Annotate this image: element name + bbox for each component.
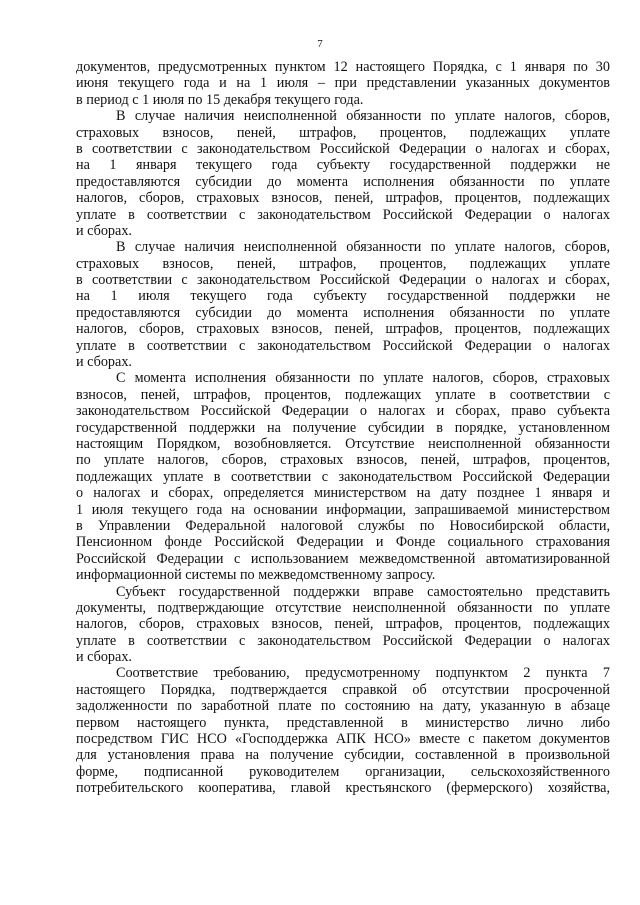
text-line: предоставляются субсидии до момента исполнения обязанности по уплате [76,304,610,321]
paragraph-first-line: С момента исполнения обязанности по уплате налогов, сборов, страховых [116,370,610,387]
text-line: задолженности по заработной плате по состоянию на дату, указанную в абзаце [76,698,610,715]
page-number: 7 [317,38,323,50]
text-line: и сборах. [76,649,132,666]
text-line: законодательством Российской Федерации о налогах и сборах, право субъекта [76,403,610,420]
text-line: взносов, пеней, штрафов, процентов, подлежащих уплате в соответствии с [76,386,610,403]
text-line: в период с 1 июля по 15 декабря текущего года. [76,91,364,108]
paragraph-first-line: Субъект государственной поддержки вправе самостоятельно представить [116,583,610,600]
text-line: форме, подписанной руководителем организации, сельскохозяйственного [76,763,610,780]
text-line: на 1 июля текущего года субъекту государственной поддержки не [76,288,610,305]
text-line: в Управлении Федеральной налоговой службы по Новосибирской области, [76,517,610,534]
text-line: Пенсионном фонде Российской Федерации и Фонде социального страхования [76,534,610,551]
text-line: информационной системы по межведомственному запросу. [76,567,436,584]
text-line: Российской Федерации с использованием межведомственной автоматизированной [76,550,610,567]
text-line: настоящим Порядком, возобновляется. Отсутствие неисполненной обязанности [76,435,610,452]
text-line: уплате в соответствии с законодательством Российской Федерации о налогах [76,337,610,354]
document-body [76,59,610,797]
text-line: государственной поддержки на получение субсидии в порядке, установленном [76,419,610,436]
text-line: в соответствии с законодательством Российской Федерации о налогах и сборах, [76,272,610,289]
paragraph-first-line: В случае наличия неисполненной обязанности по уплате налогов, сборов, [116,108,610,125]
text-line: настоящего Порядка, подтверждается справкой об отсутствии просроченной [76,681,610,698]
text-line: налогов, сборов, страховых взносов, пеней, штрафов, процентов, подлежащих [76,190,610,207]
text-line: и сборах. [76,222,132,239]
text-line: уплате в соответствии с законодательством Российской Федерации о налогах [76,632,610,649]
text-line: 1 июля текущего года на основании информации, запрашиваемой министерством [76,501,610,518]
text-line: налогов, сборов, страховых взносов, пеней, штрафов, процентов, подлежащих [76,321,610,338]
text-line: о налогах и сборах, определяется министерством на дату позднее 1 января и [76,485,610,502]
text-line: потребительского кооператива, главой крестьянского (фермерского) хозяйства, [76,780,610,797]
text-line: июня текущего года и на 1 июля – при представлении указанных документов [76,75,610,92]
text-line: в соответствии с законодательством Российской Федерации о налогах и сборах, [76,140,610,157]
text-line: документов, предусмотренных пунктом 12 настоящего Порядка, с 1 января по 30 [76,59,610,75]
text-line: страховых взносов, пеней, штрафов, процентов, подлежащих уплате [76,124,610,141]
text-line: первом настоящего пункта, представленной в министерство лично либо [76,714,610,731]
text-line: уплате в соответствии с законодательством Российской Федерации о налогах [76,206,610,223]
text-line: посредством ГИС НСО «Господдержка АПК НСО» вместе с пакетом документов [76,731,610,748]
text-line: налогов, сборов, страховых взносов, пеней, штрафов, процентов, подлежащих [76,616,610,633]
paragraph-first-line: В случае наличия неисполненной обязанности по уплате налогов, сборов, [116,239,610,256]
text-line: документы, подтверждающие отсутствие неисполненной обязанности по уплате [76,599,610,616]
text-line: подлежащих уплате в соответствии с законодательством Российской Федерации [76,468,610,485]
text-line: на 1 января текущего года субъекту государственной поддержки не [76,157,610,174]
paragraph-first-line: Соответствие требованию, предусмотренному подпунктом 2 пункта 7 [116,665,610,682]
text-line: по уплате налогов, сборов, страховых взносов, пеней, штрафов, процентов, [76,452,610,469]
text-line: и сборах. [76,354,132,371]
text-line: страховых взносов, пеней, штрафов, процентов, подлежащих уплате [76,255,610,272]
text-line: предоставляются субсидии до момента исполнения обязанности по уплате [76,173,610,190]
text-line: для установления права на получение субсидии, составленной в произвольной [76,747,610,764]
